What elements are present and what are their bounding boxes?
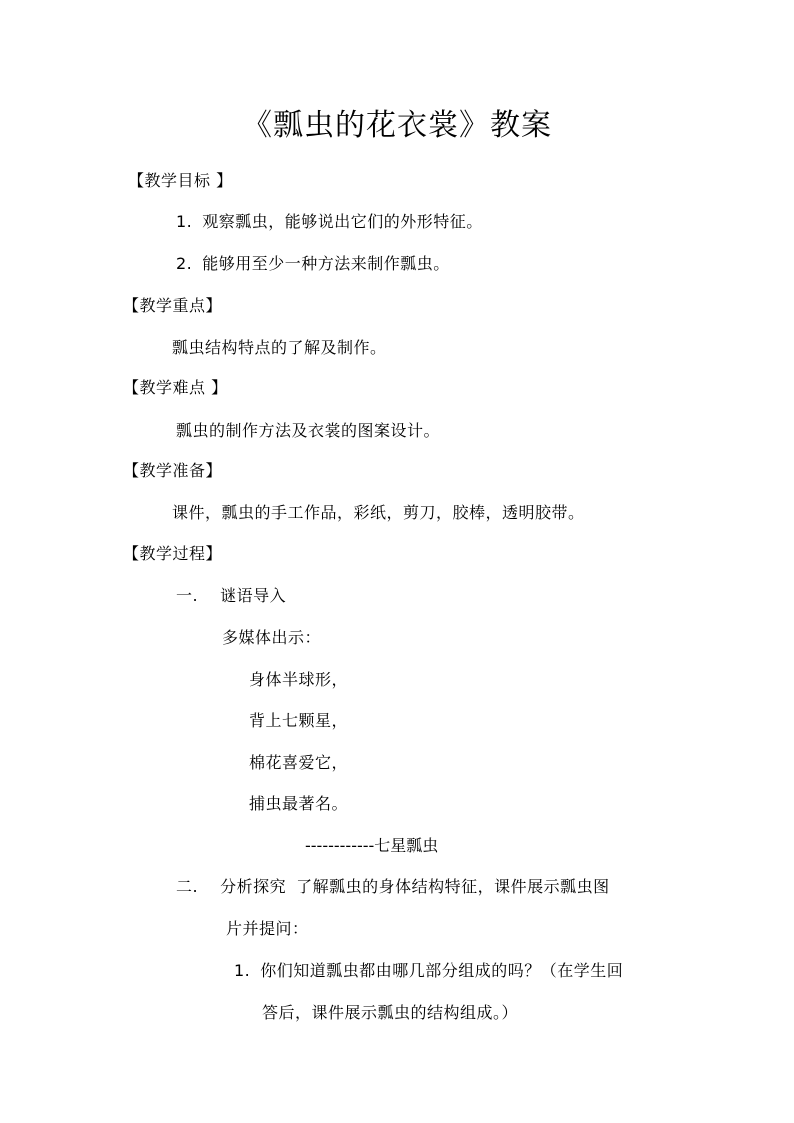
step-title: 谜语导入 [220,586,287,605]
objective-number: 1. [176,212,193,231]
difficulties-heading: 【教学难点 】 [123,378,228,397]
objectives-heading: 【教学目标 】 [128,171,233,190]
question-number: 1. [234,961,251,980]
document-title: 《瓢虫的花衣裳》教案 [242,108,552,143]
preparation-text: 课件，瓢虫的手工作品，彩纸，剪刀，胶棒，透明胶带。 [172,503,585,522]
riddle-line: 身体半球形， [249,670,349,689]
riddle-line: 棉花喜爱它， [249,753,349,772]
step-number: 二. [176,877,199,896]
step-two [176,877,610,897]
objective-text: 能够用至少一种方法来制作瓢虫。 [202,254,450,273]
question-text-continued: 答后，课件展示瓢虫的结构组成。） [262,1003,519,1022]
question-item [234,961,623,981]
riddle-answer: ------------七星瓢虫 [305,836,439,855]
key-points-text: 瓢虫结构特点的了解及制作。 [172,338,387,357]
riddle-line: 背上七颗星， [249,711,349,730]
step-text: 了解瓢虫的身体结构特征，课件展示瓢虫图 [296,877,610,896]
objective-item [176,254,450,274]
objective-text: 观察瓢虫，能够说出它们的外形特征。 [202,212,483,231]
riddle-line: 捕虫最著名。 [249,794,349,813]
objective-number: 2. [176,254,193,273]
key-points-heading: 【教学重点】 [123,296,223,315]
preparation-heading: 【教学准备】 [123,461,223,480]
question-text: 你们知道瓢虫都由哪几部分组成的吗？（在学生回 [260,961,624,980]
step-text-continued: 片并提问： [226,919,309,938]
multimedia-intro: 多媒体出示： [222,628,322,647]
step-title: 分析探究 [220,877,287,896]
difficulties-text: 瓢虫的制作方法及衣裳的图案设计。 [176,421,441,440]
step-one [176,586,286,606]
objective-item [176,212,483,232]
step-number: 一. [176,586,199,605]
process-heading: 【教学过程】 [123,544,223,563]
